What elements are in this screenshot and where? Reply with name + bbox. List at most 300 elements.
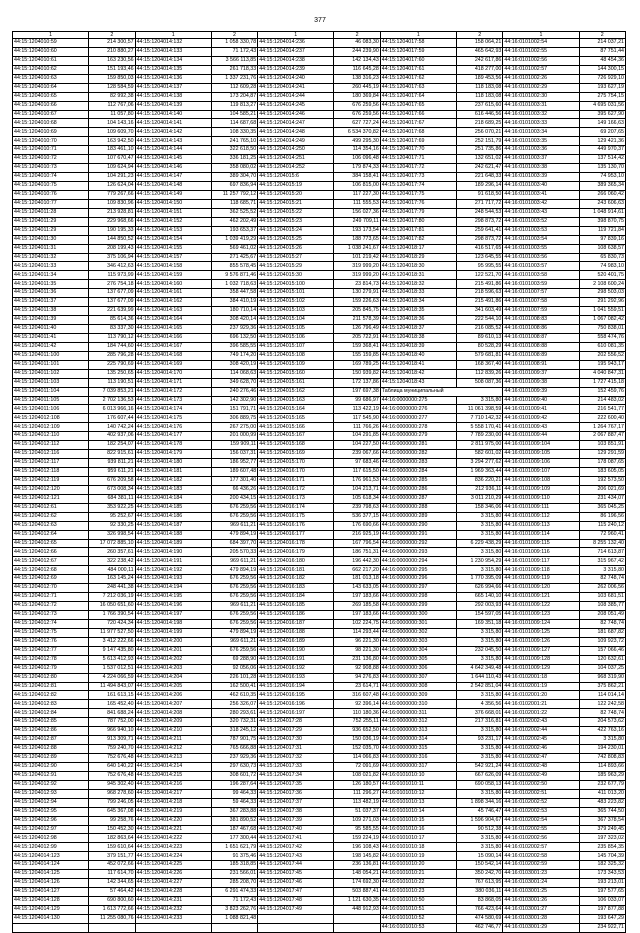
cadastral-number-cell: 44:15:1204014:225	[135, 861, 211, 870]
cadastral-value-cell: 626 994,66	[456, 584, 502, 593]
column-header: 2	[456, 32, 502, 39]
cadastral-value-cell: 97 683,46	[334, 459, 380, 468]
cadastral-number-cell: 44:16:0000000:293	[380, 548, 456, 557]
cadastral-value-cell	[211, 923, 257, 932]
cadastral-number-cell: 44:15:1204014:205	[135, 682, 211, 691]
cadastral-number-cell: 44:15:1204010:60	[13, 47, 89, 56]
cadastral-number-cell: 44:15:1204011:30	[13, 235, 89, 244]
cadastral-number-cell: 44:15:1204016:188	[258, 628, 334, 637]
cadastral-number-cell: 44:15:1204017:63	[380, 83, 456, 92]
cadastral-number-cell: 44:15:1204012:68	[13, 566, 89, 575]
cadastral-value-cell: 172 137,86	[334, 378, 380, 387]
table-row	[13, 289, 626, 298]
cadastral-value-cell: 569 461,02	[211, 244, 257, 253]
cadastral-number-cell: 44:15:1204017:33	[258, 762, 334, 771]
cadastral-number-cell: 44:16:0000000:295	[380, 566, 456, 575]
cadastral-number-cell: 44:15:1204014:208	[135, 709, 211, 718]
cadastral-number-cell: 44:15:1204012:88	[13, 745, 89, 754]
cadastral-number-cell: 44:15:1204014:222	[135, 834, 211, 843]
cadastral-value-cell: 367 283,88	[211, 807, 257, 816]
cadastral-value-cell: 189 453,56	[456, 74, 502, 83]
cadastral-value-cell: 508 087,36	[456, 378, 502, 387]
cadastral-number-cell: 44:15:1204014:175	[135, 414, 211, 423]
cadastral-number-cell: 44:15:1204014:211	[135, 736, 211, 745]
cadastral-value-cell: 71 172,43	[211, 897, 257, 906]
cadastral-value-cell: 222 600,40	[579, 414, 625, 423]
cadastral-number-cell: 44:15:1204017:39	[258, 816, 334, 825]
cadastral-number-cell: 44:15:1204017:61	[380, 65, 456, 74]
cadastral-number-cell: 44:16:0101009:44	[503, 432, 579, 441]
cadastral-value-cell: 122 521,70	[456, 271, 502, 280]
cadastral-value-cell: 969 611,21	[211, 557, 257, 566]
cadastral-value-cell: 144 300,15	[579, 65, 625, 74]
cadastral-number-cell: 44:16:0000000:303	[380, 637, 456, 646]
cadastral-value-cell: 181 013,18	[334, 575, 380, 584]
cadastral-number-cell: 44:16:0000000:285	[380, 476, 456, 485]
cadastral-value-cell: 676 259,56	[211, 593, 257, 602]
cadastral-number-cell: 44:16:0000000:315	[380, 745, 456, 754]
cadastral-number-cell: 44:15:1204014:203	[135, 664, 211, 673]
cadastral-number-cell: 44:16:0000000:288	[380, 503, 456, 512]
cadastral-value-cell: 320 732,31	[211, 718, 257, 727]
cadastral-value-cell: 1 032 718,63	[211, 280, 257, 289]
cadastral-value-cell: 111 296,27	[334, 789, 380, 798]
cadastral-number-cell: 44:15:1204015:102	[258, 298, 334, 307]
cadastral-number-cell: 44:15:1204017:65	[380, 101, 456, 110]
cadastral-value-cell: 2 542 851,04	[456, 682, 502, 691]
cadastral-number-cell: 44:15:1204015:100	[258, 280, 334, 289]
table-row	[13, 673, 626, 682]
cadastral-value-cell: 92 396,14	[334, 700, 380, 709]
cadastral-number-cell: 44:16:0000000:281	[380, 441, 456, 450]
cadastral-number-cell: 44:16:0101010:21	[380, 870, 456, 879]
cadastral-number-cell: 44:15:1204017:45	[258, 870, 334, 879]
cadastral-number-cell: 44:16:0101009:128	[503, 655, 579, 664]
cadastral-value-cell: 379 151,77	[89, 852, 135, 861]
cadastral-value-cell: 765 666,88	[211, 745, 257, 754]
cadastral-number-cell: 44:16:0101003:57	[503, 262, 579, 271]
cadastral-number-cell: 44:16:0101003:34	[503, 128, 579, 137]
cadastral-number-cell: 44:16:0000000:284	[380, 468, 456, 477]
cadastral-value-cell: 87 751,44	[579, 47, 625, 56]
cadastral-number-cell: 44:15:1204012:65	[13, 539, 89, 548]
cadastral-value-cell: 176 961,53	[334, 476, 380, 485]
cadastral-number-cell: 44:15:1204017:46	[258, 879, 334, 888]
cadastral-value-cell: 196 287,64	[211, 780, 257, 789]
cadastral-value-cell: 128 584,59	[89, 83, 135, 92]
cadastral-value-cell: 82 748,74	[579, 619, 625, 628]
cadastral-number-cell: 44:15:1204017:68	[380, 128, 456, 137]
cadastral-number-cell: 44:16:0102002:57	[503, 843, 579, 852]
cadastral-value-cell: 142 344,65	[89, 879, 135, 888]
cadastral-number-cell: 44:16:0101009:110	[503, 494, 579, 503]
cadastral-value-cell: 280 293,61	[211, 709, 257, 718]
cadastral-value-cell: 144 850,52	[89, 235, 135, 244]
cadastral-number-cell: 44:16:0101008:91	[503, 360, 579, 369]
table-row	[13, 897, 626, 906]
cadastral-number-cell: 44:16:0103001:25	[503, 888, 579, 897]
table-row	[13, 539, 626, 548]
cadastral-number-cell: 44:15:1204014:165	[135, 325, 211, 334]
cadastral-number-cell: 44:15:1204017:76	[380, 199, 456, 208]
table-row	[13, 798, 626, 807]
table-row	[13, 262, 626, 271]
cadastral-value-cell: 82 748,74	[579, 709, 625, 718]
cadastral-value-cell: 213 928,81	[89, 208, 135, 217]
table-row	[13, 342, 626, 351]
cadastral-value-cell: 83 868,05	[456, 897, 502, 906]
cadastral-number-cell: 44:15:1204014:128	[13, 897, 89, 906]
cadastral-number-cell: 44:15:1204014:227	[135, 879, 211, 888]
cadastral-value-cell: 697 836,94	[211, 182, 257, 191]
cadastral-value-cell: 148 054,21	[334, 870, 380, 879]
cadastral-number-cell: 44:15:1204017:49	[258, 905, 334, 914]
cadastral-value-cell: 479 894,19	[211, 530, 257, 539]
table-row	[13, 271, 626, 280]
cadastral-number-cell: 44:15:1204016:194	[258, 682, 334, 691]
section-note-cell: Таблица муниципальный	[380, 387, 503, 396]
cadastral-value-cell: 123 645,55	[456, 253, 502, 262]
table-row	[13, 691, 626, 700]
cadastral-value-cell: 155 159,85	[334, 351, 380, 360]
cadastral-number-cell: 44:15:1204011:38	[13, 307, 89, 316]
cadastral-value-cell: 217 316,81	[456, 718, 502, 727]
cadastral-number-cell: 44:15:1204010:59	[13, 39, 89, 48]
cadastral-number-cell: 44:15:1204014:247	[258, 119, 334, 128]
table-row	[13, 432, 626, 441]
cadastral-value-cell: 189 607,48	[211, 468, 257, 477]
cadastral-value-cell: 579 681,81	[456, 351, 502, 360]
cadastral-value-cell: 3 315,80	[456, 548, 502, 557]
cadastral-number-cell: 44:15:1204017:75	[380, 190, 456, 199]
cadastral-number-cell: 44:15:1204014:194	[135, 584, 211, 593]
cadastral-number-cell: 44:15:1204014:237	[258, 47, 334, 56]
cadastral-value-cell: 1 969 363,44	[456, 468, 502, 477]
cadastral-value-cell: 462 202,49	[211, 217, 257, 226]
cadastral-number-cell: 44:15:1204018:42	[380, 369, 456, 378]
cadastral-value-cell: 306 889,75	[211, 414, 257, 423]
cadastral-number-cell: 44:15:1204016:183	[258, 584, 334, 593]
cadastral-value-cell: 226 101,28	[211, 673, 257, 682]
cadastral-number-cell: 44:16:0000000:314	[380, 736, 456, 745]
cadastral-value-cell: 106 815,00	[334, 182, 380, 191]
table-row	[13, 566, 626, 575]
cadastral-value-cell: 156 027,36	[334, 208, 380, 217]
cadastral-value-cell: 291 292,96	[579, 298, 625, 307]
cadastral-number-cell: 44:16:0101009:104	[503, 441, 579, 450]
cadastral-number-cell: 44:15:1204016:181	[258, 566, 334, 575]
cadastral-value-cell: 104 585,21	[211, 110, 257, 119]
cadastral-value-cell: 92 330,25	[89, 521, 135, 530]
cadastral-value-cell: 4 695 031,56	[579, 101, 625, 110]
cadastral-number-cell: 44:16:0101009:105	[503, 450, 579, 459]
cadastral-number-cell: 44:15:1204017:72	[380, 164, 456, 173]
cadastral-value-cell: 140 742,24	[89, 423, 135, 432]
cadastral-value-cell: 676 259,56	[334, 110, 380, 119]
cadastral-value-cell: 787 901,75	[211, 736, 257, 745]
cadastral-number-cell: 44:15:1204018:43	[380, 378, 456, 387]
cadastral-value-cell: 483 223,82	[579, 798, 625, 807]
cadastral-number-cell: 44:15:1204015:167	[258, 432, 334, 441]
cadastral-value-cell: 205 722,91	[334, 333, 380, 342]
cadastral-number-cell: 44:15:1204014:192	[135, 566, 211, 575]
cadastral-value-cell: 186 952,77	[211, 459, 257, 468]
cadastral-number-cell: 44:16:0102002:48	[503, 762, 579, 771]
cadastral-value-cell: 759 240,70	[89, 745, 135, 754]
cadastral-number-cell: 44:15:1204014:145	[135, 155, 211, 164]
cadastral-number-cell: 44:16:0101010:16	[380, 825, 456, 834]
cadastral-number-cell: 44:15:1204018:17	[380, 244, 456, 253]
cadastral-value-cell: 17 072 885,10	[89, 539, 135, 548]
cadastral-number-cell: 44:16:0101009:37	[503, 369, 579, 378]
cadastral-value-cell: 7 710 142,32	[456, 414, 502, 423]
cadastral-number-cell: 44:15:1204017:44	[258, 861, 334, 870]
cadastral-value-cell: 135 130,70	[579, 164, 625, 173]
cadastral-number-cell: 44:15:1204014:130	[13, 914, 89, 923]
cadastral-value-cell: 3 315,80	[456, 530, 502, 539]
cadastral-value-cell: 3 566 113,85	[211, 56, 257, 65]
cadastral-number-cell: 44:15:1204010:63	[13, 74, 89, 83]
cadastral-value-cell: 197 577,65	[579, 888, 625, 897]
cadastral-number-cell: 44:16:0000000:279	[380, 432, 456, 441]
cadastral-value-cell: 1 337 231,76	[211, 74, 257, 83]
cadastral-value-cell: 205 845,75	[334, 307, 380, 316]
cadastral-number-cell: 44:15:1204015:21	[258, 199, 334, 208]
cadastral-value-cell: 119 721,84	[579, 226, 625, 235]
cadastral-number-cell: 44:15:1204014:233	[135, 914, 211, 923]
cadastral-value-cell: 117 614,70	[89, 870, 135, 879]
cadastral-number-cell: 44:15:1204011:32	[13, 253, 89, 262]
cadastral-value-cell: 11 061 398,59	[456, 405, 502, 414]
table-row	[13, 888, 626, 897]
cadastral-value-cell: 6 013 966,16	[89, 405, 135, 414]
cadastral-value-cell: 104 227,50	[334, 441, 380, 450]
cadastral-value-cell: 242 617,86	[456, 56, 502, 65]
cadastral-number-cell: 44:16:0101002:57	[503, 65, 579, 74]
cadastral-value-cell: 114 293,44	[334, 628, 380, 637]
cadastral-value-cell: 196 442,30	[334, 557, 380, 566]
cadastral-value-cell: 799 246,05	[89, 798, 135, 807]
cadastral-number-cell: 44:15:1204014:138	[135, 92, 211, 101]
cadastral-value-cell: 214 037,21	[579, 39, 625, 48]
cadastral-number-cell: 44:15:1204014:180	[135, 459, 211, 468]
cadastral-value-cell: 150 542,14	[456, 861, 502, 870]
cadastral-value-cell: 1 058 330,78	[211, 39, 257, 48]
cadastral-value-cell: 11 255 080,76	[89, 914, 135, 923]
column-header: 2	[89, 32, 135, 39]
cadastral-value-cell: 8 255 132,40	[579, 539, 625, 548]
cadastral-number-cell: 44:15:1204016:187	[258, 619, 334, 628]
cadastral-number-cell: 44:16:0101009:111	[503, 503, 579, 512]
cadastral-value-cell: 259 641,41	[456, 226, 502, 235]
table-row	[13, 316, 626, 325]
cadastral-number-cell: 44:15:1204014:212	[135, 745, 211, 754]
cadastral-value-cell: 3 315,80	[456, 512, 502, 521]
cadastral-number-cell: 44:15:1204015:103	[258, 307, 334, 316]
cadastral-value-cell: 117 615,50	[334, 468, 380, 477]
cadastral-value-cell: 208 199,43	[89, 244, 135, 253]
cadastral-number-cell: 44:15:1204014:146	[135, 164, 211, 173]
cadastral-value-cell: 195 943,17	[579, 360, 625, 369]
cadastral-value-cell: 159 226,63	[334, 298, 380, 307]
cadastral-number-cell: 44:16:0102002:51	[503, 789, 579, 798]
cadastral-value-cell: 3 315,80	[456, 655, 502, 664]
cadastral-number-cell: 44:15:1204014:252	[258, 164, 334, 173]
cadastral-value-cell: 152 459,76	[579, 387, 625, 396]
cadastral-value-cell: 15 090,14	[456, 852, 502, 861]
cadastral-value-cell: 95 585,55	[334, 825, 380, 834]
cadastral-value-cell: 822 915,61	[89, 450, 135, 459]
cadastral-number-cell: 44:15:1204015:170	[258, 459, 334, 468]
cadastral-number-cell: 44:15:1204010:73	[13, 164, 89, 173]
table-row	[13, 369, 626, 378]
cadastral-value-cell: 4 040 847,31	[579, 369, 625, 378]
cadastral-value-cell: 163 230,56	[89, 56, 135, 65]
cadastral-value-cell: 384 410,19	[211, 298, 257, 307]
cadastral-value-cell: 193 647,29	[579, 914, 625, 923]
cadastral-value-cell: 2 067 887,47	[579, 432, 625, 441]
cadastral-number-cell: 44:15:1204014:170	[135, 369, 211, 378]
cadastral-number-cell: 44:15:1204012:78	[13, 655, 89, 664]
cadastral-number-cell: 44:15:1204017:82	[380, 235, 456, 244]
cadastral-number-cell: 44:15:1204012:79	[13, 664, 89, 673]
cadastral-value-cell: 726 929,10	[579, 74, 625, 83]
cadastral-number-cell: 44:15:1204014:143	[135, 137, 211, 146]
cadastral-number-cell: 44:16:0101009:123	[503, 611, 579, 620]
cadastral-number-cell: 44:15:1204014:232	[135, 905, 211, 914]
cadastral-value-cell: 542 921,24	[456, 762, 502, 771]
cadastral-value-cell: 119 813,27	[211, 101, 257, 110]
cadastral-number-cell: 44:15:1204014:198	[135, 619, 211, 628]
cadastral-number-cell: 44:16:0102002:54	[503, 816, 579, 825]
cadastral-number-cell: 44:16:0101010:18	[380, 843, 456, 852]
cadastral-value-cell: 114 687,68	[211, 119, 257, 128]
table-row	[13, 173, 626, 182]
cadastral-number-cell: 44:15:1204014:153	[135, 226, 211, 235]
cadastral-value-cell: 449 970,37	[579, 146, 625, 155]
cadastral-number-cell: 44:15:1204012:99	[13, 843, 89, 852]
cadastral-number-cell: 44:15:1204011:100	[13, 351, 89, 360]
cadastral-value-cell: 201 000,99	[211, 432, 257, 441]
table-row	[13, 923, 626, 932]
cadastral-value-cell: 6 534 370,82	[334, 128, 380, 137]
cadastral-number-cell: 44:15:1204012:87	[13, 736, 89, 745]
cadastral-value-cell: 23 614,71	[334, 682, 380, 691]
cadastral-value-cell: 200 434,15	[211, 494, 257, 503]
cadastral-number-cell	[135, 923, 211, 932]
cadastral-value-cell: 109 923,72	[579, 637, 625, 646]
cadastral-number-cell: 44:16:0000000:286	[380, 485, 456, 494]
cadastral-value-cell: 256 326,07	[211, 700, 257, 709]
cadastral-value-cell: 3 315,80	[579, 736, 625, 745]
cadastral-number-cell: 44:15:1204014:134	[135, 56, 211, 65]
cadastral-value-cell: 969 611,21	[211, 521, 257, 530]
column-header: 2	[579, 32, 625, 39]
table-row	[13, 182, 626, 191]
cadastral-number-cell: 44:15:1204012:109	[13, 423, 89, 432]
cadastral-value-cell: 1 537 012,51	[89, 664, 135, 673]
cadastral-number-cell: 44:15:1204014:186	[135, 512, 211, 521]
cadastral-value-cell: 1 898 344,16	[456, 798, 502, 807]
cadastral-value-cell: 214 300,57	[89, 39, 135, 48]
cadastral-value-cell: 752 255,11	[334, 718, 380, 727]
cadastral-value-cell: 149 166,63	[579, 119, 625, 128]
cadastral-number-cell: 44:15:1204014:239	[258, 65, 334, 74]
cadastral-value-cell: 752 676,48	[89, 754, 135, 763]
cadastral-number-cell: 44:15:1204014:123	[13, 852, 89, 861]
cadastral-number-cell: 44:15:1204014:196	[135, 602, 211, 611]
cadastral-number-cell: 44:15:1204014:141	[135, 119, 211, 128]
cadastral-value-cell: 558 474,76	[579, 333, 625, 342]
cadastral-value-cell: 192 573,50	[579, 476, 625, 485]
cadastral-number-cell: 44:16:0101009:125	[503, 628, 579, 637]
cadastral-number-cell: 44:15:1204015:166	[258, 423, 334, 432]
cadastral-number-cell: 44:15:1204014:154	[135, 235, 211, 244]
cadastral-value-cell: 676 259,56	[211, 584, 257, 593]
cadastral-number-cell: 44:15:1204017:62	[380, 74, 456, 83]
table-row	[13, 459, 626, 468]
cadastral-value-cell: 23 814,73	[334, 280, 380, 289]
cadastral-value-cell: 398 870,75	[579, 217, 625, 226]
cadastral-value-cell: 389 365,34	[579, 182, 625, 191]
cadastral-value-cell: 198 145,82	[334, 852, 380, 861]
cadastral-number-cell: 44:16:0101009:114	[503, 530, 579, 539]
cadastral-value-cell: 448 912,93	[334, 905, 380, 914]
cadastral-value-cell: 91 618,50	[456, 190, 502, 199]
cadastral-number-cell: 44:15:1204011:104	[13, 387, 89, 396]
cadastral-value-cell: 2 108 600,24	[579, 280, 625, 289]
cadastral-number-cell: 44:15:1204012:77	[13, 646, 89, 655]
cadastral-value-cell: 742 808,83	[579, 754, 625, 763]
table-row	[13, 137, 626, 146]
cadastral-value-cell: 95 252,67	[89, 512, 135, 521]
cadastral-number-cell: 44:16:0000000:301	[380, 619, 456, 628]
cadastral-number-cell: 44:15:1204012:70	[13, 584, 89, 593]
cadastral-number-cell: 44:15:1204014:176	[135, 423, 211, 432]
cadastral-number-cell: 44:16:0101003:52	[503, 217, 579, 226]
cadastral-value-cell: 102 224,75	[334, 619, 380, 628]
cadastral-number-cell: 44:15:1204012:116	[13, 450, 89, 459]
cadastral-number-cell: 44:15:1204014:206	[135, 691, 211, 700]
cadastral-number-cell: 44:15:1204014:185	[135, 503, 211, 512]
cadastral-number-cell: 44:16:0000000:300	[380, 611, 456, 620]
cadastral-number-cell: 44:15:1204017:38	[258, 807, 334, 816]
cadastral-value-cell: 276 754,18	[89, 280, 135, 289]
cadastral-number-cell: 44:16:0101009:112	[503, 512, 579, 521]
cadastral-number-cell: 44:15:1204012:82	[13, 691, 89, 700]
cadastral-number-cell: 44:15:1204014:246	[258, 110, 334, 119]
cadastral-value-cell: 5 558 170,41	[456, 423, 502, 432]
cadastral-number-cell: 44:16:0101008:88	[503, 342, 579, 351]
cadastral-number-cell: 44:16:0101008:89	[503, 351, 579, 360]
cadastral-value-cell: 319 999,20	[334, 262, 380, 271]
cadastral-value-cell: 1 048 914,61	[579, 208, 625, 217]
cadastral-value-cell: 221 648,33	[456, 173, 502, 182]
cadastral-number-cell: 44:15:1204012:63	[13, 521, 89, 530]
cadastral-number-cell: 44:15:1204014:240	[258, 74, 334, 83]
cadastral-number-cell: 44:15:1204012:95	[13, 807, 89, 816]
cadastral-number-cell: 44:15:1204016:186	[258, 611, 334, 620]
cadastral-value-cell: 3 315,80	[456, 789, 502, 798]
cadastral-number-cell: 44:16:0102002:50	[503, 780, 579, 789]
cadastral-value-cell: 120 632,61	[579, 655, 625, 664]
cadastral-number-cell: 44:16:0101003:58	[503, 271, 579, 280]
cadastral-number-cell: 44:15:1204014:133	[135, 47, 211, 56]
cadastral-number-cell: 44:15:1204015:162	[258, 387, 334, 396]
cadastral-number-cell: 44:16:0102002:49	[503, 771, 579, 780]
cadastral-number-cell: 44:16:0101009:117	[503, 557, 579, 566]
cadastral-value-cell: 110 180,36	[334, 709, 380, 718]
